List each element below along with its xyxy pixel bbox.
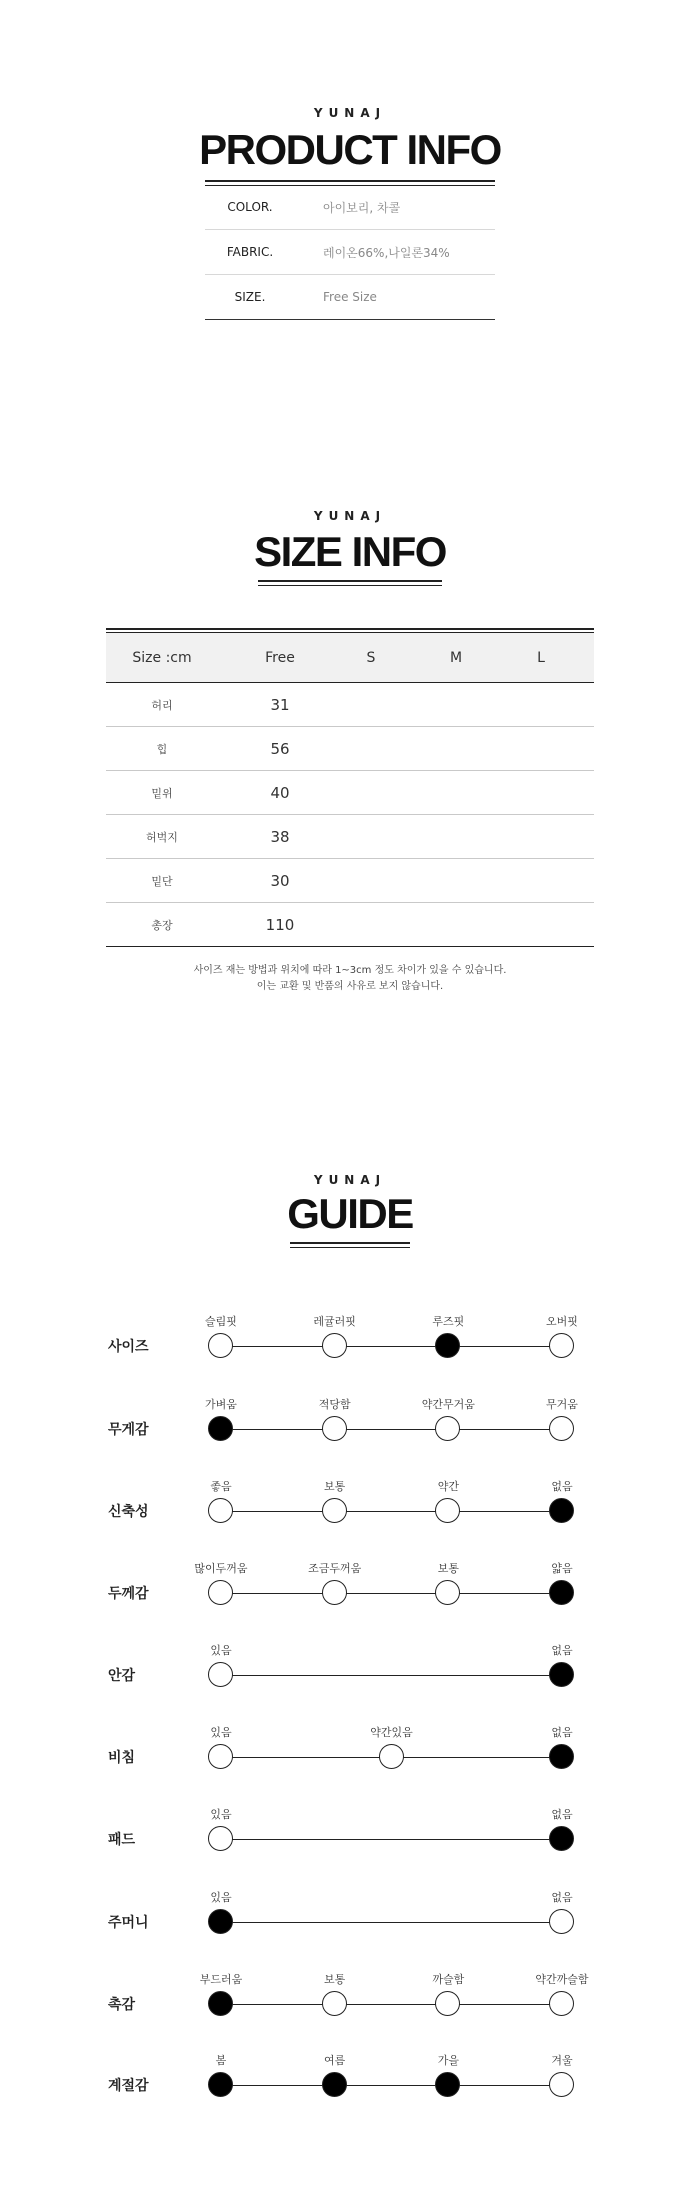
measure-free: 31 (270, 695, 290, 714)
guide-row-label: 두께감 (108, 1586, 149, 1602)
guide-scale-line (221, 1675, 562, 1676)
guide-option-label: 여름 (324, 2054, 346, 2067)
guide-option-label: 약간있음 (370, 1726, 413, 1739)
guide-row (0, 1396, 700, 1456)
guide-dot (549, 1333, 574, 1358)
measure-name: 허리 (151, 698, 173, 712)
guide-row-label: 안감 (108, 1668, 136, 1684)
guide-dot (322, 1580, 347, 1605)
guide-dot (208, 1498, 233, 1523)
guide-dot (549, 1909, 574, 1934)
guide-dot-selected (549, 1826, 574, 1851)
guide-scale-line (221, 1839, 562, 1840)
guide-option-label: 좋음 (210, 1480, 232, 1493)
size-note-line1: 사이즈 재는 방법과 위치에 따라 1~3cm 정도 차이가 있을 수 있습니다. (193, 965, 507, 976)
measure-free: 56 (270, 739, 290, 758)
title-underline (258, 580, 442, 582)
guide-option-label: 부드러움 (199, 1973, 243, 1986)
guide-dot (435, 1498, 460, 1523)
title-underline (290, 1247, 410, 1248)
guide-option-label: 있음 (210, 1644, 232, 1657)
guide-row-label: 무게감 (108, 1422, 149, 1438)
product-info-table (205, 185, 495, 320)
guide-row (0, 1971, 700, 2031)
guide-dot (208, 1580, 233, 1605)
guide-option-label: 조금두꺼움 (308, 1562, 362, 1575)
guide-dot-selected (208, 1991, 233, 2016)
guide-dot (322, 1416, 347, 1441)
guide-option-label: 있음 (210, 1808, 232, 1821)
guide-title: GUIDE (287, 1190, 413, 1237)
guide-row-label: 계절감 (108, 2078, 149, 2094)
color-label: COLOR. (227, 200, 273, 214)
guide-dot (208, 1826, 233, 1851)
size-value: Free Size (323, 290, 377, 304)
size-info-title: SIZE INFO (254, 528, 446, 575)
guide-option-label: 있음 (210, 1891, 232, 1904)
measure-free: 38 (270, 827, 290, 846)
guide-option-label: 있음 (210, 1726, 232, 1739)
table-row (106, 727, 594, 771)
measure-name: 밑단 (151, 874, 173, 888)
guide-option-label: 약간까슬함 (535, 1973, 589, 1986)
guide-row-label: 패드 (108, 1832, 136, 1848)
guide-dot (435, 1416, 460, 1441)
measure-name: 허벅지 (146, 830, 178, 844)
guide-dot (322, 1333, 347, 1358)
title-underline (205, 180, 495, 182)
guide-scale-line (221, 1922, 562, 1923)
color-value: 아이보리, 차콜 (323, 200, 401, 215)
guide-row (0, 1724, 700, 1784)
guide-option-label: 약간무거움 (421, 1398, 475, 1411)
guide-row (0, 1806, 700, 1866)
guide-dot-selected (435, 2072, 460, 2097)
header-s: S (366, 649, 376, 666)
table-row (106, 903, 594, 947)
guide-dot-selected (208, 1416, 233, 1441)
header-size: Size :cm (132, 649, 192, 666)
guide-row (0, 1560, 700, 1620)
guide-dot (208, 1662, 233, 1687)
guide-row-label: 사이즈 (108, 1339, 149, 1355)
guide-dot-selected (549, 1662, 574, 1687)
product-info-row (205, 275, 495, 320)
guide-dot-selected (322, 2072, 347, 2097)
guide-row (0, 1313, 700, 1373)
table-row (106, 771, 594, 815)
guide-option-label: 겨울 (551, 2054, 573, 2067)
guide-dot-selected (549, 1744, 574, 1769)
guide-scale-line (221, 1593, 562, 1594)
size-note-line2: 이는 교환 및 반품의 사유로 보지 않습니다. (256, 981, 444, 992)
measure-free: 30 (270, 871, 290, 890)
header-m: M (449, 649, 463, 666)
guide-dot (549, 2072, 574, 2097)
product-info-title: PRODUCT INFO (199, 126, 501, 173)
table-top-rule (106, 628, 594, 630)
product-info-row (205, 185, 495, 230)
guide-option-label: 오버핏 (546, 1315, 578, 1328)
measure-name: 밑위 (151, 786, 173, 800)
product-info-brand: YUNAJ (313, 106, 387, 120)
guide-dot (379, 1744, 404, 1769)
measure-free: 40 (270, 783, 290, 802)
measure-free: 110 (265, 915, 295, 934)
guide-dot (435, 1991, 460, 2016)
measure-name: 힙 (156, 742, 168, 756)
guide-option-label: 슬림핏 (205, 1315, 237, 1328)
size-info-brand: YUNAJ (313, 509, 387, 523)
guide-option-label: 없음 (551, 1808, 573, 1821)
guide-row (0, 1478, 700, 1538)
guide-scale-line (221, 1346, 562, 1347)
measure-name: 총장 (151, 918, 173, 932)
size-table-header (106, 633, 594, 683)
guide-option-label: 보통 (324, 1480, 346, 1493)
guide-dot (322, 1498, 347, 1523)
size-label: SIZE. (234, 290, 266, 304)
guide-dot (435, 1580, 460, 1605)
guide-brand: YUNAJ (313, 1173, 387, 1187)
fabric-value: 레이온66%,나일론34% (323, 245, 450, 260)
guide-option-label: 없음 (551, 1726, 573, 1739)
guide-row-label: 주머니 (108, 1915, 149, 1931)
guide-dot (549, 1991, 574, 2016)
guide-scale-line (221, 2085, 562, 2086)
guide-row-label: 신축성 (108, 1504, 149, 1520)
table-row (106, 683, 594, 727)
guide-dot (208, 1333, 233, 1358)
table-row (106, 859, 594, 903)
guide-row (0, 1889, 700, 1949)
guide-option-label: 적당함 (318, 1398, 351, 1411)
guide-row (0, 2052, 700, 2112)
guide-option-label: 없음 (551, 1891, 573, 1904)
guide-dot (549, 1416, 574, 1441)
guide-scale-line (221, 2004, 562, 2005)
guide-row-label: 비침 (108, 1750, 136, 1766)
guide-option-label: 무거움 (546, 1398, 578, 1411)
guide-scale-line (221, 1511, 562, 1512)
guide-option-label: 약간 (437, 1480, 459, 1493)
guide-dot-selected (549, 1580, 574, 1605)
guide-scale-line (221, 1429, 562, 1430)
guide-option-label: 가벼움 (205, 1398, 237, 1411)
guide-option-label: 레귤러핏 (313, 1315, 356, 1328)
guide-dot-selected (549, 1498, 574, 1523)
guide-row-label: 촉감 (108, 1997, 136, 2013)
guide-option-label: 없음 (551, 1644, 573, 1657)
guide-row (0, 1642, 700, 1702)
guide-option-label: 보통 (437, 1562, 459, 1575)
header-free: Free (265, 649, 295, 666)
header-l: L (537, 649, 545, 666)
fabric-label: FABRIC. (226, 245, 274, 259)
guide-option-label: 까슬함 (432, 1973, 465, 1986)
size-table (106, 628, 594, 947)
guide-option-label: 많이두꺼움 (194, 1562, 248, 1575)
guide-dot (322, 1991, 347, 2016)
guide-option-label: 루즈핏 (432, 1315, 465, 1328)
product-info-row (205, 230, 495, 275)
guide-dot-selected (208, 2072, 233, 2097)
guide-dot-selected (435, 1333, 460, 1358)
guide-option-label: 없음 (551, 1480, 573, 1493)
title-underline (258, 585, 442, 586)
guide-option-label: 봄 (215, 2054, 227, 2067)
guide-option-label: 가을 (437, 2054, 459, 2067)
title-underline (290, 1242, 410, 1244)
guide-dot (208, 1744, 233, 1769)
guide-option-label: 얇음 (551, 1562, 573, 1575)
table-row (106, 815, 594, 859)
guide-dot-selected (208, 1909, 233, 1934)
guide-option-label: 보통 (324, 1973, 346, 1986)
